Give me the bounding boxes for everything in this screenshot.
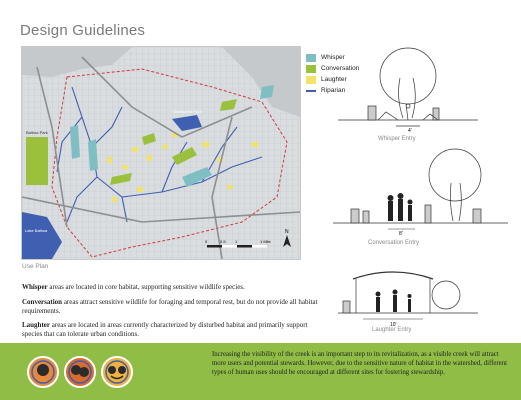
svg-text:0: 0	[205, 239, 208, 244]
whisper-entry-illustration	[338, 38, 513, 143]
footer-text: Increasing the visibility of the creek is an important step to its revitalization, as a visible creek will attract more users and potential stewards. However, due to the sensitive nature of habitat in the watershed, different types of human uses should be encouraged at different sites for fostering stewardship.	[212, 351, 507, 376]
laughter-swatch	[306, 76, 316, 84]
whisper-swatch	[306, 54, 316, 62]
laughter-term: Laughter	[22, 321, 50, 329]
whisper-entry-caption: Whisper Entry	[378, 136, 416, 142]
conversation-swatch	[306, 65, 316, 73]
conversation-entry-caption: Conversation Entry	[368, 240, 420, 246]
laughter-entry-illustration	[338, 265, 513, 335]
balboa-park	[26, 137, 48, 185]
laughter-entry-caption: Laughter Entry	[372, 327, 412, 333]
tree-canopy-icon	[432, 281, 460, 309]
legend-riparian: Riparian	[306, 85, 359, 96]
conversation-badge-icon	[64, 356, 96, 388]
visitors-icon	[376, 290, 412, 313]
laughter-dimension: 10'	[390, 322, 397, 328]
conversation-dimension: 8'	[399, 231, 403, 237]
whisper-badge-icon	[27, 356, 59, 388]
visitors-icon	[388, 193, 413, 221]
use-plan-map	[21, 46, 301, 260]
riparian-swatch	[306, 90, 316, 92]
conversation-term: Conversation	[22, 298, 63, 306]
laughter-description: Laughter areas are located in areas currently characterized by disturbed habitat and primarily support species that can tolerate urban conditions.	[22, 321, 308, 338]
legend-conversation: Conversation	[306, 63, 359, 74]
svg-text:N: N	[285, 229, 289, 235]
legend-whisper: Whisper	[306, 52, 359, 63]
whisper-dimension: 4'	[408, 128, 412, 134]
reservoir-label: Chatsworth Park	[172, 109, 202, 114]
tree-canopy-icon	[429, 149, 481, 201]
balboa-park-label: Balboa Park	[26, 130, 48, 135]
svg-text:0.5: 0.5	[220, 239, 226, 244]
whisper-term: Whisper	[22, 283, 48, 291]
legend-laughter: Laughter	[306, 74, 359, 85]
conversation-description: Conversation areas attract sensitive wildlife for foraging and temporal rest, but do not provide all habitat requirements.	[22, 298, 318, 315]
tree-canopy-icon	[380, 48, 436, 104]
page-title: Design Guidelines	[20, 22, 146, 39]
whisper-description: Whisper areas are located in core habitat, supporting sensitive wildlife species.	[22, 283, 245, 291]
map-caption: Use Plan	[22, 263, 49, 270]
svg-text:1: 1	[235, 239, 238, 244]
lake-label: Lake Balboa	[25, 228, 48, 233]
laughter-badge-icon	[101, 356, 133, 388]
map-graphic	[22, 47, 300, 259]
conversation-entry-illustration	[333, 143, 513, 243]
svg-text:1 Mile: 1 Mile	[260, 239, 271, 244]
